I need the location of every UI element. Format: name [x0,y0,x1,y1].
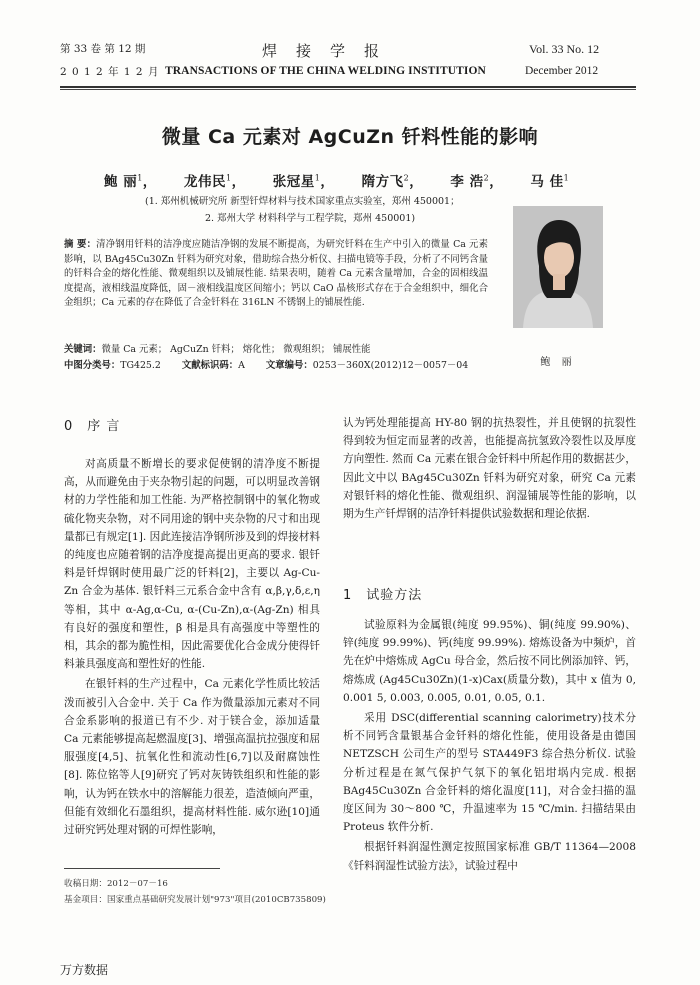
keywords: 关键词：微量 Ca 元素； AgCuZn 钎料； 熔化性； 微观组织； 铺展性能 [64,344,371,355]
author: 鲍 丽$^1$， [104,173,157,190]
methods-paragraph-1: 试验原料为金属银(纯度 99.95%)、铜(纯度 99.90%)、锌(纯度 99.99%)、钙(纯度 99.99%). 熔炼设备为中频炉，首先在炉中熔炼成 AgCu 母合金，然后按不同比例添加锌、钙，熔炼成 (Ag45Cu30Zn)(1-x)Cax(质量分数)，其中 x 值为 0, 0.001 5, 0.003, 0.005, 0.01, 0.05, 0.1. [343,619,636,704]
right-column-methods [343,616,636,875]
funding-note: 基金项目：国家重点基础研究发展计划"973"项目(2010CB735809) [64,895,326,905]
abstract [64,238,488,311]
methods-paragraph-3: 根据钎料润湿性测定按照国家标准 GB/T 11364—2008《钎料润湿性试验方法》，试验过程中 [343,841,636,872]
author: 龙伟民$^1$， [184,173,246,190]
section-1-heading: 1 试验方法 [343,588,423,603]
watermark: 万方数据 [60,963,109,977]
methods-paragraph-2: 采用 DSC(differential scanning calorimetry)技术分析不同钙含量银基合金钎料的熔化性能，使用设备是由德国 NETZSCH 公司生产的型号 STA449F3 综合热分析仪. 试验分析过程是在氮气保护气氛下的氧化铝坩埚内完成. 根据 BAg45Cu30Zn 合金钎料的熔化温度[11]，对合金扫描的温度区间为 30～800 ℃，升温速率为 15 ℃/min. 扫描结果由 Proteus 软件分析. [343,712,636,834]
footnote-rule [64,868,220,869]
author: 张冠星$^1$， [272,173,335,190]
author: 马 佳$^1$ [530,173,570,190]
left-column [64,455,320,839]
author: 隋方飞$^2$， [361,173,424,190]
date-en: December 2012 [525,65,599,77]
header-rule-thin [60,89,636,90]
classification-line: 中图分类号：TG425.2 文献标识码：A 文章编号：0253－360X(2012)12－0057－04 [64,360,469,371]
photo-caption: 鲍 丽 [540,357,576,368]
author-photo [513,206,603,328]
author: 李 浩$^2$， [450,173,504,190]
intro-paragraph-2: 在银钎料的生产过程中，Ca 元素化学性质比较活泼而被引入合金中. 关于 Ca 作为微量添加元素对不同合金系影响的报道已有不少. 对于镁合金，添加适量 Ca 元素能够提高起燃温度[3]、增强高温抗拉强度和屈服强度[4,5]、抗氧化性和流动性[6,7]以及耐腐蚀性[8]. 陈位铭等人[9]研究了钙对灰铸铁组织和性能的影响，认为钙在铁水中的溶解能力很差，造渣倾向严重，但能有效细化石墨组织，提高材料性能. 威尔逊[10]通过研究钙处理对钢的可焊性影响， [64,678,320,837]
intro-paragraph-1: 对高质量不断增长的要求促使钢的清净度不断提高，从而避免由于夹杂物引起的问题，可以明显改善钢材的力学性能和加工性能. 为严格控制钢中的氧化物或硫化物夹杂物，对不同用途的钢中夹杂物的尺寸和出现量都已有规定[1]. 因此连接洁净钢所涉及到的焊接材料的纯度也应随着钢的洁净度提高提出更高的要求. 银钎料是钎焊钢时使用最广泛的钎料[2]，主要以 Ag-Cu-Zn 合金为基体. 银钎料三元系合金中含有 α,β,γ,δ,ε,η 等相，其中 α-Ag,α-Cu, α-(Cu-Zn),α-(Ag-Zn) 相具有良好的强度和塑性，β 相是具有高强度中等塑性的相，其余的都为脆性相，因此需要优化合金成分使得钎料兼具强度高和塑性好的性能. [64,458,320,671]
header-rule [60,86,636,88]
abstract-text: 清净钢用钎料的洁净度应随洁净钢的发展不断提高，为研究钎料在生产中引入的微量 Ca 元素影响，以 BAg45Cu30Zn 钎料为研究对象，借助综合热分析仪、扫描电镜等手段，分析了不同钙含量的钎料合金的熔化性能、微观组织以及铺展性能. 结果表明，随着 Ca 元素含量增加，合金的固相线温度提高，液相线温度降低，固－液相线温度区间缩小；钙以 CaO 晶核形式存在于合金组织中，细化合金组织；Ca 元素的存在降低了合金钎料在 316LN 不锈钢上的铺展性能. [64,239,488,309]
received-date: 收稿日期：2012－07－16 [64,879,168,889]
journal-name-en: TRANSACTIONS OF THE CHINA WELDING INSTITUTION [165,65,486,77]
volume-issue-cn: 第 33 卷 第 12 期 [60,43,146,55]
volume-issue-en: Vol. 33 No. 12 [529,42,600,56]
affiliation-2: 2. 郑州大学 材料科学与工程学院，郑州 450001) [205,213,416,224]
author-list [104,170,569,190]
journal-name-cn: 焊接学报 [262,42,399,60]
portrait-image [513,206,603,328]
abstract-label: 摘 要： [64,239,97,250]
date-cn: 2 0 1 2 年 1 2 月 [60,66,160,78]
affiliation-1: (1. 郑州机械研究所 新型钎焊材料与技术国家重点实验室，郑州 450001； [145,196,460,207]
section-0-heading: 0 序 言 [64,419,121,434]
article-title: 微量 Ca 元素对 AgCuZn 钎料性能的影响 [161,126,539,148]
intro-continuation: 认为钙处理能提高 HY-80 钢的抗热裂性，并且使钢的抗裂性得到较为恒定而显著的改善，也能提高抗氢致冷裂性以及厚度方向塑性. 然而 Ca 元素在银合金钎料中所起作用的数据甚少，因此文中以 BAg45Cu30Zn 钎料为研究对象，研究 Ca 元素对银钎料的熔化性能、微观组织、润湿铺展等性能的影响，以期为生产钎焊钢的洁净钎料提供试验数据和理论依据. [343,417,636,521]
right-column [343,414,636,523]
